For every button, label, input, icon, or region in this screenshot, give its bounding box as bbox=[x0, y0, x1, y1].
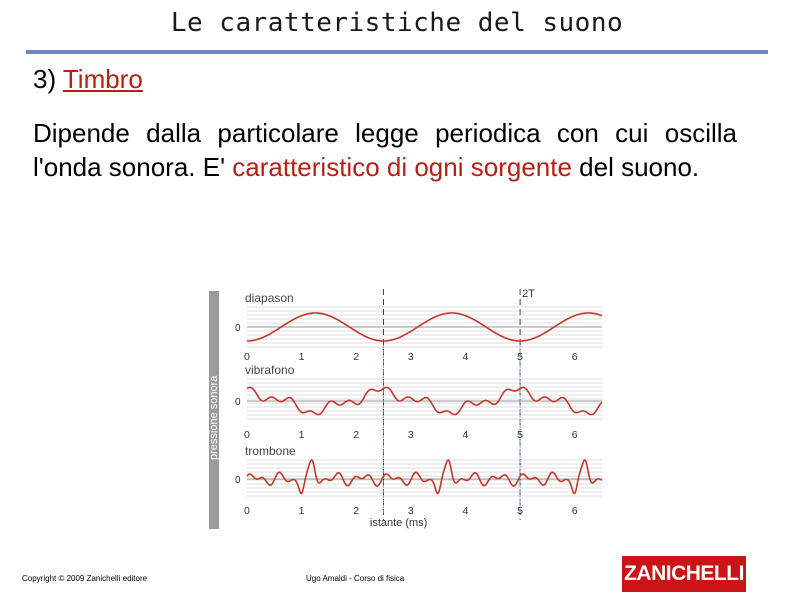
body-line-3-highlight: sorgente bbox=[470, 152, 572, 182]
grid-layer bbox=[247, 307, 602, 496]
tick-label: 6 bbox=[571, 505, 578, 517]
title-divider bbox=[26, 50, 768, 54]
zero-label: 0 bbox=[235, 323, 241, 334]
section-heading bbox=[33, 64, 143, 95]
tick-label: 4 bbox=[462, 429, 469, 441]
tick-label: 1 bbox=[298, 429, 305, 441]
panel-label-vibrafono: vibrafono bbox=[245, 363, 295, 377]
tick-label: 0 bbox=[244, 505, 250, 517]
tick-label: 2 bbox=[353, 429, 360, 441]
body-line-3b: del suono. bbox=[571, 152, 700, 182]
footer-copyright: Copyright © 2009 Zanichelli editore bbox=[22, 574, 148, 583]
tick-label: 1 bbox=[298, 351, 305, 363]
marker-layer bbox=[384, 289, 521, 520]
tick-label: 3 bbox=[407, 505, 414, 517]
panel-label-trombone: trombone bbox=[245, 444, 296, 458]
period-marker-label: 2T bbox=[522, 288, 535, 300]
panel-label-diapason: diapason bbox=[245, 291, 294, 305]
tick-label: 5 bbox=[517, 351, 523, 363]
body-line-2a: oscilla l'onda sonora. E' bbox=[33, 118, 737, 182]
section-term: Timbro bbox=[62, 64, 143, 94]
publisher-logo: ZANICHELLI bbox=[622, 556, 746, 592]
section-number: 3) bbox=[33, 64, 63, 94]
tick-label: 2 bbox=[353, 351, 360, 363]
waveform-trombone bbox=[247, 460, 602, 493]
tick-label: 4 bbox=[462, 505, 469, 517]
body-paragraph bbox=[33, 116, 737, 184]
ylabel: pressione sonora bbox=[208, 375, 220, 460]
tick-label: 4 bbox=[462, 351, 469, 363]
body-line-2-highlight: caratteristico di ogni bbox=[232, 152, 464, 182]
tick-label: 6 bbox=[571, 351, 578, 363]
footer-author: Ugo Amaldi - Corso di fisica bbox=[306, 574, 405, 583]
tick-label: 6 bbox=[571, 429, 578, 441]
zero-label: 0 bbox=[235, 397, 241, 408]
slide-title: Le caratteristiche del suono bbox=[170, 8, 624, 38]
tick-label: 1 bbox=[298, 505, 305, 517]
tick-label: 0 bbox=[244, 351, 250, 363]
tick-label: 5 bbox=[517, 505, 523, 517]
tick-label: 0 bbox=[244, 429, 250, 441]
tick-label: 3 bbox=[407, 429, 414, 441]
tick-label: 2 bbox=[353, 505, 360, 517]
waveform-figure bbox=[205, 285, 605, 530]
tick-label: 3 bbox=[407, 351, 414, 363]
body-line-1: Dipende dalla particolare legge periodica con cui bbox=[33, 118, 649, 148]
x-axis-label: istante (ms) bbox=[369, 517, 428, 529]
tick-label: 5 bbox=[517, 429, 523, 441]
zero-label: 0 bbox=[235, 475, 241, 486]
